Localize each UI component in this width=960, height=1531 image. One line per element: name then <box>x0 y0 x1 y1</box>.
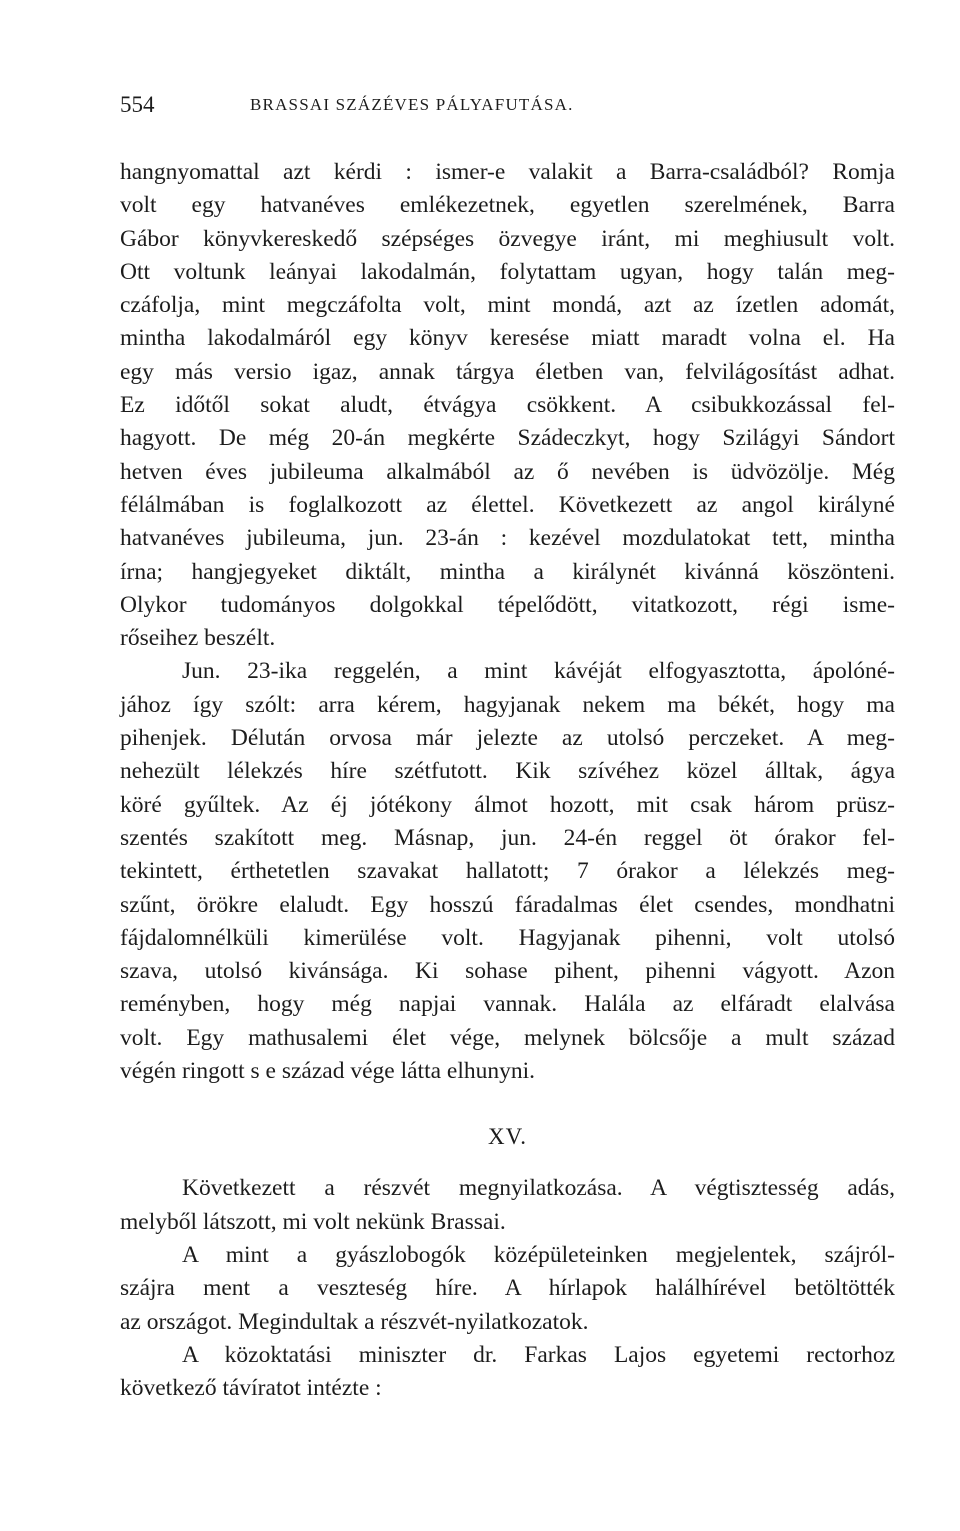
text-line: hatvanéves jubileuma, jun. 23-án : kezével mozdulatokat tett, mintha <box>120 525 895 552</box>
text-line: jához így szólt: arra kérem, hagyjanak nekem ma békét, hogy ma <box>120 691 895 718</box>
running-head <box>120 92 895 124</box>
paragraph <box>120 1339 895 1406</box>
text-line: szentés szakított meg. Másnap, jun. 24-én reggel öt órakor fel- <box>120 824 895 851</box>
paragraph <box>120 156 895 655</box>
text-line: tekintett, érthetetlen szavakat hallatott; 7 órakor a lélekzés meg- <box>120 858 895 885</box>
text-line: Ott voltunk leányai lakodalmán, folytattam ugyan, hogy talán meg- <box>120 258 895 285</box>
page-number: 554 <box>120 92 155 117</box>
text-line: köré gyűltek. Az éj jótékony álmot hozott, mit csak három prüsz- <box>120 791 895 818</box>
text-line: A közoktatási miniszter dr. Farkas Lajos egyetemi rectorhoz <box>182 1341 895 1368</box>
paragraph <box>120 1172 895 1239</box>
page <box>120 92 895 1405</box>
text-line: félálmában is foglalkozott az élettel. Következett az angol királyné <box>120 491 895 518</box>
text-line: mintha lakodalmáról egy könyv keresése miatt maradt volna el. Ha <box>120 325 895 352</box>
text-line: hetven éves jubileuma alkalmából az ő nevében is üdvözölje. Még <box>120 458 895 485</box>
text-line: hagyott. De még 20-án megkérte Szádeczkyt, hogy Szilágyi Sándort <box>120 425 895 452</box>
text-line: rőseihez beszélt. <box>120 625 276 652</box>
text-line: Jun. 23-ika reggelén, a mint kávéját elfogyasztotta, ápolóné- <box>182 658 895 685</box>
text-line: A mint a gyászlobogók középületeinken megjelentek, szájról- <box>182 1241 895 1268</box>
text-line: következő távíratot intézte : <box>120 1375 382 1402</box>
text-line: volt egy hatvanéves emlékezetnek, egyetlen szerelmének, Barra <box>120 192 895 219</box>
text-line: Olykor tudományos dolgokkal tépelődött, vitatkozott, régi isme- <box>120 591 895 618</box>
text-line: fájdalomnélküli kimerülése volt. Hagyjanak pihenni, volt utolsó <box>120 924 895 951</box>
text-line: Gábor könyvkereskedő szépséges özvegye iránt, mi meghiusult volt. <box>120 225 895 252</box>
text-line: szava, utolsó kivánsága. Ki sohase pihent, pihenni vágyott. Azon <box>120 958 895 985</box>
text-line: írna; hangjegyeket diktált, mintha a királynét kivánná köszönteni. <box>120 558 895 585</box>
text-line: szűnt, örökre elaludt. Egy hosszú fáradalmas élet csendes, mondhatni <box>120 891 895 918</box>
running-title: BRASSAI SZÁZÉVES PÁLYAFUTÁSA. <box>250 95 574 114</box>
text-line: reményben, hogy még napjai vannak. Halála az elfáradt elalvása <box>120 991 895 1018</box>
paragraph <box>120 1239 895 1339</box>
text-line: szájra ment a veszteség híre. A hírlapok halálhírével betöltötték <box>120 1275 895 1302</box>
section-body-text <box>120 1172 895 1405</box>
paragraph <box>120 655 895 1088</box>
text-line: egy más versio igaz, annak tárgya életben van, felvilágosítást adhat. <box>120 358 895 385</box>
text-line: melyből látszott, mi volt nekünk Brassai. <box>120 1208 506 1235</box>
text-line: végén ringott s e század vége látta elhunyni. <box>120 1058 536 1085</box>
text-line: az országot. Megindultak a részvét-nyilatkozatok. <box>120 1308 589 1335</box>
text-line: volt. Egy mathusalemi élet vége, melynek bölcsője a mult század <box>120 1024 895 1051</box>
text-line: nehezült lélekzés híre szétfutott. Kik szívéhez közel álltak, ágya <box>120 758 895 785</box>
body-text <box>120 156 895 1088</box>
text-line: Ez időtől sokat aludt, étvágya csökkent. A csibukkozással fel- <box>120 392 895 419</box>
text-line: hangnyomattal azt kérdi : ismer-e valakit a Barra-családból? Romja <box>120 159 895 185</box>
section-heading: XV. <box>487 1124 527 1150</box>
text-line: pihenjek. Délután orvosa már jelezte az utolsó perczeket. A meg- <box>120 725 895 752</box>
text-line: Következett a részvét megnyilatkozása. A végtisztesség adás, <box>182 1175 895 1202</box>
text-line: czáfolja, mint megczáfolta volt, mint mondá, azt az ízetlen adomát, <box>120 292 895 319</box>
